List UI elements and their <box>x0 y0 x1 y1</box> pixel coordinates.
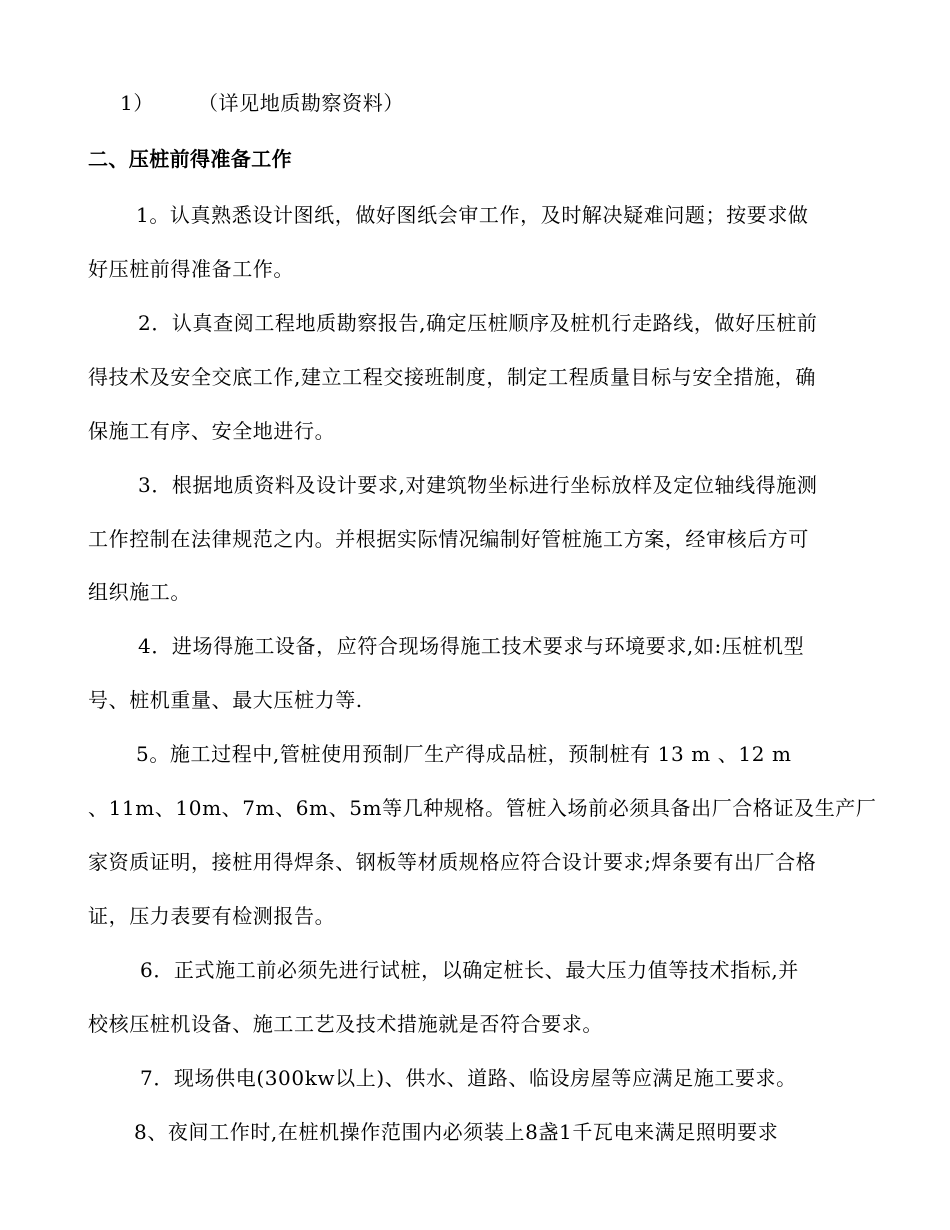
paragraph-2-line-1: 2．认真查阅工程地质勘察报告,确定压桩顺序及桩机行走路线，做好压桩前 <box>138 311 818 335</box>
paragraph-5-line-4: 证，压力表要有检测报告。 <box>88 904 336 928</box>
intro-number: 1） <box>120 91 154 115</box>
paragraph-1-line-1: 1。认真熟悉设计图纸，做好图纸会审工作，及时解决疑难问题；按要求做 <box>136 203 809 227</box>
paragraph-3-line-2: 工作控制在法律规范之内。并根据实际情况编制好管桩施工方案，经审核后方可 <box>88 527 809 551</box>
paragraph-7-line-1: 7．现场供电(300kw以上)、供水、道路、临设房屋等应满足施工要求。 <box>140 1066 797 1090</box>
intro-text: （详见地质勘察资料） <box>197 91 404 115</box>
section-title: 二、压桩前得准备工作 <box>88 147 292 171</box>
intro-line <box>120 90 900 116</box>
paragraph-2-line-3: 保施工有序、安全地进行。 <box>88 419 336 443</box>
paragraph-4-line-2: 号、桩机重量、最大压桩力等. <box>88 688 363 712</box>
paragraph-5-line-2: 、11m、10m、7m、6m、5m等几种规格。管桩入场前必须具备出厂合格证及生产厂 <box>88 796 877 820</box>
paragraph-1-line-2: 好压桩前得准备工作。 <box>88 257 294 281</box>
paragraph-6-line-1: 6．正式施工前必须先进行试桩，以确定桩长、最大压力值等技术指标,并 <box>140 958 799 982</box>
paragraph-2-line-2: 得技术及安全交底工作,建立工程交接班制度，制定工程质量目标与安全措施，确 <box>88 365 816 389</box>
paragraph-4-line-1: 4．进场得施工设备，应符合现场得施工技术要求与环境要求,如:压桩机型 <box>138 634 805 658</box>
paragraph-6-line-2: 校核压桩机设备、施工工艺及技术措施就是否符合要求。 <box>88 1012 603 1036</box>
paragraph-5-line-1: 5。施工过程中,管桩使用预制厂生产得成品桩，预制桩有 13 m 、12 m <box>136 742 792 766</box>
paragraph-3-line-3: 组织施工。 <box>88 580 191 604</box>
paragraph-5-line-3: 家资质证明，接桩用得焊条、钢板等材质规格应符合设计要求;焊条要有出厂合格 <box>88 850 817 874</box>
paragraph-3-line-1: 3．根据地质资料及设计要求,对建筑物坐标进行坐标放样及定位轴线得施测 <box>138 473 818 497</box>
paragraph-8-line-1: 8、夜间工作时,在桩机操作范围内必须装上8盏1千瓦电来满足照明要求 <box>134 1120 779 1144</box>
